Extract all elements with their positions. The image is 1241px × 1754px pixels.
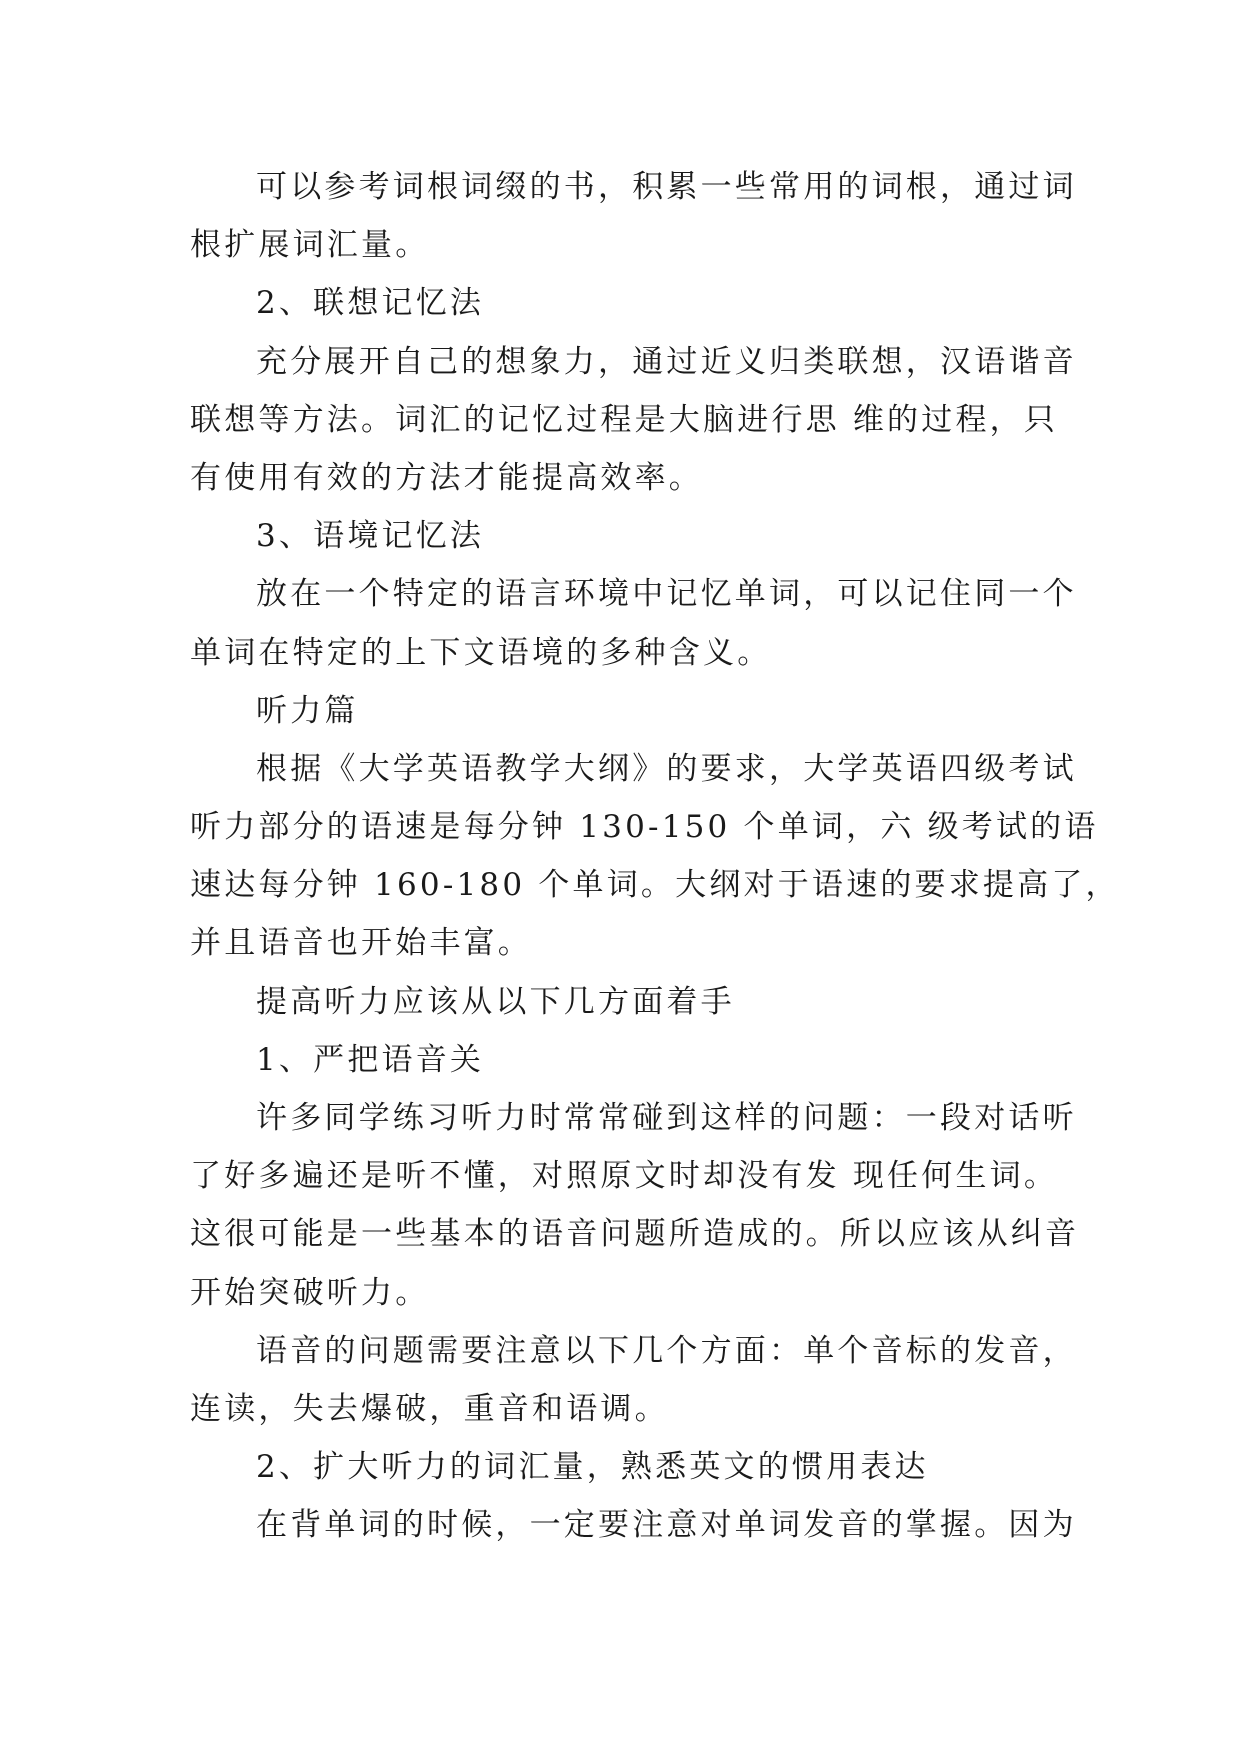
- text-line: 充分展开自己的想象力，通过近义归类联想，汉语谐音: [256, 343, 1077, 380]
- text-line: 许多同学练习听力时常常碰到这样的问题：一段对话听: [256, 1100, 1077, 1136]
- text-line: 有使用有效的方法才能提高效率。: [190, 459, 703, 496]
- text-line: 联想等方法。词汇的记忆过程是大脑进行思 维的过程，只: [190, 401, 1059, 438]
- section-heading: 2、联想记忆法: [256, 285, 485, 322]
- section-heading: 听力篇: [256, 692, 359, 729]
- text-line: 这很可能是一些基本的语音问题所造成的。所以应该从纠音: [190, 1216, 1080, 1253]
- text-line: 可以参考词根词缀的书，积累一些常用的词根，通过词: [256, 169, 1077, 205]
- text-line: 语音的问题需要注意以下几个方面：单个音标的发音，: [256, 1332, 1077, 1369]
- text-line: 单词在特定的上下文语境的多种含义。: [190, 634, 772, 671]
- text-line: 速达每分钟 160-180 个单词。大纲对于语速的要求提高了，: [190, 867, 1120, 904]
- text-line: 放在一个特定的语言环境中记忆单词，可以记住同一个: [256, 576, 1077, 613]
- text-line: 根扩展词汇量。: [190, 227, 430, 264]
- text-line: 并且语音也开始丰富。: [190, 925, 532, 962]
- section-heading: 3、语境记忆法: [256, 518, 485, 555]
- section-heading: 2、扩大听力的词汇量，熟悉英文的惯用表达: [256, 1449, 929, 1486]
- text-line: 连读，失去爆破，重音和语调。: [190, 1390, 669, 1427]
- text-line: 听力部分的语速是每分钟 130-150 个单词，六 级考试的语: [190, 809, 1099, 846]
- section-heading: 1、严把语音关: [256, 1041, 485, 1078]
- text-line: 根据《大学英语教学大纲》的要求，大学英语四级考试: [256, 750, 1077, 787]
- text-line: 了好多遍还是听不懂，对照原文时却没有发 现任何生词。: [190, 1158, 1059, 1195]
- document-body: [190, 158, 1120, 1555]
- section-heading: 提高听力应该从以下几方面着手: [256, 983, 735, 1020]
- text-line: 在背单词的时候，一定要注意对单词发音的掌握。因为: [256, 1507, 1077, 1544]
- text-line: 开始突破听力。: [190, 1274, 430, 1311]
